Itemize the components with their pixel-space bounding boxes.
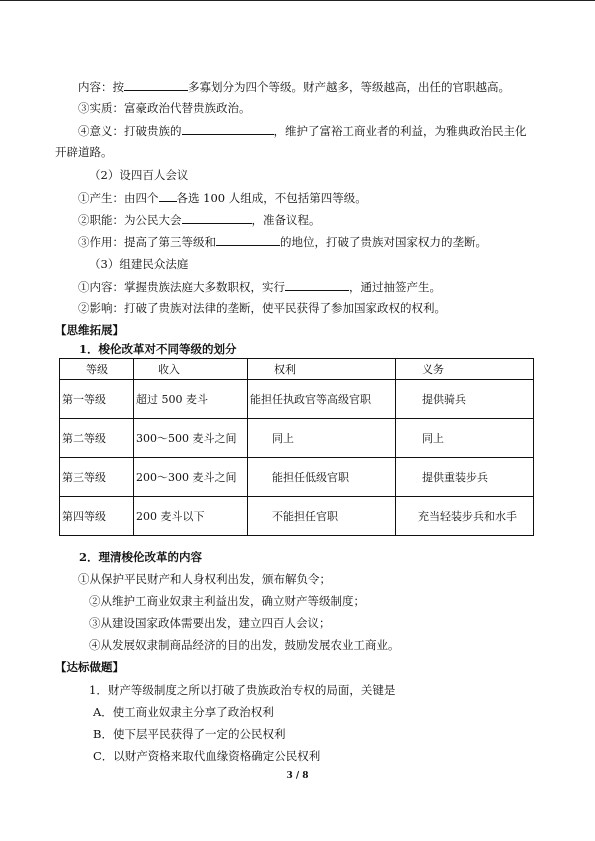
section-court-heading: （3）组建民众法庭	[89, 257, 189, 271]
table-cell: 第三等级	[60, 458, 134, 497]
header-cell: 等级	[60, 359, 134, 380]
top-rule	[0, 0, 595, 1]
table-cell: 充当轻装步兵和水手	[396, 497, 534, 536]
text: ②职能：为公民大会	[78, 213, 182, 227]
text: 内容：按	[78, 80, 124, 94]
list-item: ④从发展奴隶制商品经济的目的出发，鼓励发展农业工商业。	[89, 638, 400, 652]
table-row	[60, 458, 534, 497]
table-cell: 200～300 麦斗之间	[134, 458, 248, 497]
blank-underline	[159, 190, 177, 202]
table-cell: 第四等级	[60, 497, 134, 536]
table-cell: 不能担任官职	[248, 497, 396, 536]
text: ，准备议程。	[251, 213, 321, 227]
list-item: ②从维护工商业奴隶主利益出发，确立财产等级制度；	[89, 594, 365, 608]
table-cell: 第一等级	[60, 380, 134, 419]
line-court-impact: ②影响：打破了贵族对法律的垄断，使平民获得了参加国家政权的权利。	[78, 301, 446, 315]
section-council-heading: （2）设四百人会议	[89, 168, 189, 182]
line-court-content	[78, 279, 441, 294]
text: ①内容：掌握贵族法庭大多数职权，实行	[78, 280, 285, 294]
table-header-row	[60, 359, 534, 380]
blank-underline	[124, 79, 188, 91]
line-significance	[78, 123, 527, 138]
list-item: ①从保护平民财产和人身权利出发，颁布解负令；	[78, 572, 331, 586]
question-text: 1．财产等级制度之所以打破了贵族政治专权的局面，关键是	[89, 683, 396, 697]
header-cell: 权利	[248, 359, 396, 380]
text: 的地位，打破了贵族对国家权力的垄断。	[280, 235, 487, 249]
expansion-heading: 【思维拓展】	[55, 323, 124, 337]
text: 多寡划分为四个等级。财产越多，等级越高，出任的官职越高。	[188, 80, 510, 94]
blank-underline	[182, 212, 252, 224]
line-property-basis	[78, 79, 510, 94]
text: ，通过抽签产生。	[349, 280, 441, 294]
line-essence: ③实质：富豪政治代替贵族政治。	[78, 101, 251, 115]
table-cell: 超过 500 麦斗	[134, 380, 248, 419]
line-significance-cont: 开辟道路。	[55, 145, 113, 159]
text: 各选 100 人组成，不包括第四等级。	[176, 191, 367, 205]
table-cell: 同上	[248, 419, 396, 458]
content-subheading: 2．理清梭伦改革的内容	[79, 550, 203, 564]
class-division-table	[59, 358, 534, 536]
table-row	[60, 497, 534, 536]
option-b: B．使下层平民获得了一定的公民权利	[93, 727, 286, 741]
option-c: C．以财产资格来取代血缘资格确定公民权利	[93, 749, 321, 763]
header-cell: 义务	[396, 359, 534, 380]
line-council-function	[78, 212, 321, 227]
text: ④意义：打破贵族的	[78, 124, 182, 138]
table-row	[60, 380, 534, 419]
table-cell: 300～500 麦斗之间	[134, 419, 248, 458]
text: ，维护了富裕工商业者的利益，为雅典政治民主化	[273, 124, 527, 138]
table-cell: 能担任执政官等高级官职	[248, 380, 396, 419]
line-council-role	[78, 234, 487, 249]
table-cell: 提供骑兵	[396, 380, 534, 419]
header-cell: 收入	[134, 359, 248, 380]
text: ③作用：提高了第三等级和	[78, 235, 216, 249]
table-cell: 同上	[396, 419, 534, 458]
table-cell: 第二等级	[60, 419, 134, 458]
table-row	[60, 419, 534, 458]
blank-underline	[285, 279, 349, 291]
blank-underline	[216, 234, 280, 246]
table-cell: 能担任低级官职	[248, 458, 396, 497]
table-title: 1．梭伦改革对不同等级的划分	[79, 342, 237, 356]
exercise-heading: 【达标做题】	[55, 660, 124, 674]
page-number: 3 / 8	[286, 771, 309, 781]
table-cell: 200 麦斗以下	[134, 497, 248, 536]
list-item: ③从建设国家政体需要出发，建立四百人会议；	[89, 616, 331, 630]
line-council-origin	[78, 190, 367, 205]
option-a: A．使工商业奴隶主分享了政治权利	[93, 705, 274, 719]
table-cell: 提供重装步兵	[396, 458, 534, 497]
text: ①产生：由四个	[78, 191, 159, 205]
blank-underline	[182, 123, 274, 135]
